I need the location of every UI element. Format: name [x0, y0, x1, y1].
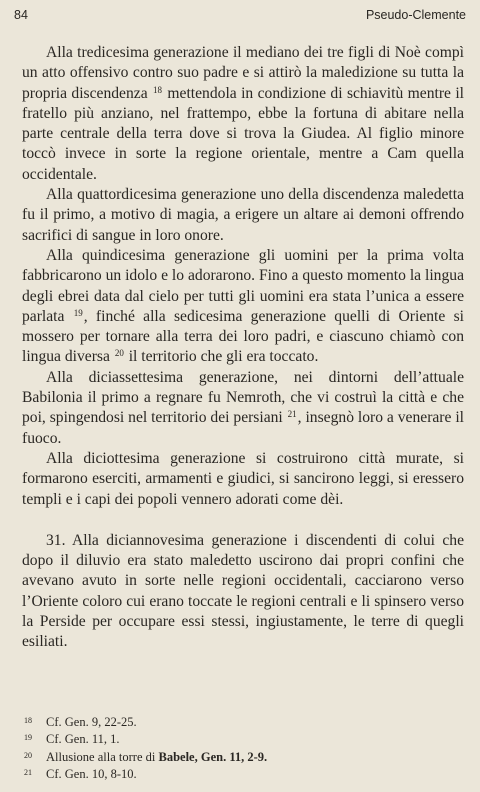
- text-segment: Alla diciassettesima generazione, nei dintorni dell’attuale Babilonia il primo a regnare fu Nemroth, che vi costruì la città e che poi, spingendosi nel territorio dei persiani: [22, 368, 464, 427]
- paragraph: [22, 185, 464, 246]
- footnote-number: 20: [24, 750, 32, 760]
- paragraph: [22, 246, 464, 368]
- footnote-marker: 20: [114, 348, 124, 359]
- text-segment: mettendola in condizione di schiavitù mentre il fratello più anziano, nel frattempo, ebbe la fortuna di abitare nella parte centrale della terra dove si trova la Giudea. Al figlio minore toccò invece in sorte la regione orientale, mentre a Cam quella occidentale.: [22, 84, 464, 183]
- page-header: [14, 8, 466, 24]
- footnotes: [22, 713, 464, 782]
- footnote-text: Allusione alla torre di: [46, 749, 159, 764]
- text-segment: , finché alla sedicesima generazione quelli di Oriente si mossero per tornare alla terra dei loro padri, e ciascuno chiamò con lingua diversa: [22, 307, 464, 366]
- footnote-number: 19: [24, 733, 32, 743]
- text-segment: Alla quattordicesima generazione uno della discendenza maledetta fu il primo, a motivo di magia, a erigere un altare ai demoni offrendo sacrifici di sangue in loro onore.: [22, 186, 464, 244]
- footnote-text: Cf. Gen. 9, 22-25.: [46, 715, 137, 729]
- paragraph: [22, 449, 464, 510]
- text-segment: Alla quindicesima generazione gli uomini per la prima volta fabbricarono un idolo e lo adorarono. Fino a questo momento la lingua degli ebrei data dal cielo per tutti gli uomini era stata l’unica a essere parlata: [22, 246, 464, 325]
- text-segment: il territorio che gli era toccato.: [124, 348, 319, 366]
- footnote: [22, 765, 464, 782]
- main-text: [22, 43, 464, 653]
- footnote-number: 21: [24, 767, 32, 777]
- footnote-marker: 21: [287, 409, 297, 420]
- running-title: Pseudo-Clemente: [365, 8, 466, 22]
- text-segment: , insegnò loro a venerare il fuoco.: [22, 409, 464, 447]
- footnote-marker: 19: [73, 307, 83, 318]
- paragraph: [22, 43, 464, 185]
- text-segment: Alla diciottesima generazione si costruirono città murate, si formarono eserciti, armamenti e giudici, si sancirono leggi, si eressero templi e i capi dei popoli vennero adorati come dèi.: [22, 449, 464, 508]
- footnote-text: Cf. Gen. 10, 8-10.: [46, 766, 137, 781]
- text-segment: Alla tredicesima generazione il mediano dei tre figli di Noè compì un atto offensivo contro suo padre e si attirò la maledizione su tutta la propria discendenza: [22, 44, 464, 102]
- footnote-text: Cf. Gen. 11, 1.: [46, 732, 120, 747]
- footnote-number: 18: [24, 716, 32, 725]
- footnote: [22, 748, 464, 765]
- footnote-reference: Babele, Gen. 11, 2-9.: [158, 749, 268, 764]
- footnote: [22, 713, 464, 730]
- page-number: 84: [14, 8, 28, 22]
- footnote: [22, 730, 464, 747]
- paragraph: [22, 368, 464, 449]
- text-segment: 31. Alla diciannovesima generazione i discendenti di colui che dopo il diluvio era stato maledetto uscirono dai propri confini che avevano avuto in sorte nelle regioni occidentali, cacciarono verso l’Oriente coloro cui erano toccate le regioni centrali e li spinsero verso la Perside per occupare essi stessi, ingiustamente, le terre di quegli esiliati.: [22, 531, 464, 651]
- section-paragraph: [22, 531, 464, 653]
- footnote-marker: 18: [153, 84, 163, 95]
